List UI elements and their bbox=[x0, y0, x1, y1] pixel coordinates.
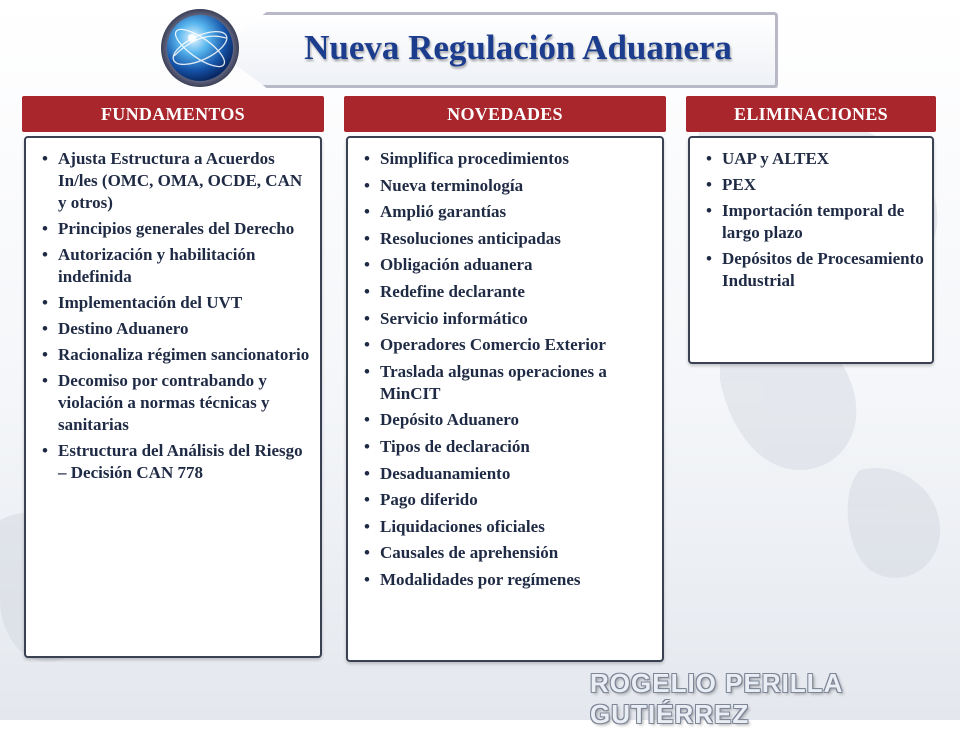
list-item: • Modalidades por regímenes bbox=[356, 569, 656, 591]
list-item: • Redefine declarante bbox=[356, 281, 656, 303]
column-fundamentos bbox=[22, 96, 324, 658]
list-item: • Depósito Aduanero bbox=[356, 409, 656, 431]
column-box-novedades bbox=[346, 136, 664, 662]
list-item: • UAP y ALTEX bbox=[698, 148, 926, 170]
list-item: • Principios generales del Derecho bbox=[34, 218, 314, 240]
column-box-eliminaciones bbox=[688, 136, 934, 364]
list-item: • Amplió garantías bbox=[356, 201, 656, 223]
page-title: Nueva Regulación Aduanera bbox=[304, 28, 732, 67]
list-item: • Racionaliza régimen sancionatorio bbox=[34, 344, 314, 366]
list-item: • Obligación aduanera bbox=[356, 254, 656, 276]
column-box-fundamentos bbox=[24, 136, 322, 658]
list-item: • Ajusta Estructura a Acuerdos In/les (OMC, OMA, OCDE, CAN y otros) bbox=[34, 148, 314, 214]
list-item: • Operadores Comercio Exterior bbox=[356, 334, 656, 356]
list-item: • Destino Aduanero bbox=[34, 318, 314, 340]
list-item: • Autorización y habilitación indefinida bbox=[34, 244, 314, 288]
list-item: • Importación temporal de largo plazo bbox=[698, 200, 926, 244]
fundamentos-list bbox=[34, 148, 314, 484]
column-eliminaciones bbox=[686, 96, 936, 364]
list-item: • Nueva terminología bbox=[356, 175, 656, 197]
list-item: • Pago diferido bbox=[356, 489, 656, 511]
list-item: • Tipos de declaración bbox=[356, 436, 656, 458]
column-header-novedades: NOVEDADES bbox=[344, 96, 666, 132]
list-item: • Causales de aprehensión bbox=[356, 542, 656, 564]
novedades-list bbox=[356, 148, 656, 591]
list-item: • Estructura del Análisis del Riesgo – Decisión CAN 778 bbox=[34, 440, 314, 484]
list-item: • Resoluciones anticipadas bbox=[356, 228, 656, 250]
list-item: • Simplifica procedimientos bbox=[356, 148, 656, 170]
list-item: • Traslada algunas operaciones a MinCIT bbox=[356, 361, 656, 405]
column-header-eliminaciones: ELIMINACIONES bbox=[686, 96, 936, 132]
author-name: ROGELIO PERILLA GUTIÉRREZ bbox=[590, 668, 843, 729]
list-item: • Depósitos de Procesamiento Industrial bbox=[698, 248, 926, 292]
list-item: • Servicio informático bbox=[356, 308, 656, 330]
globe-icon bbox=[160, 8, 240, 88]
list-item: • Decomiso por contrabando y violación a normas técnicas y sanitarias bbox=[34, 370, 314, 436]
list-item: • PEX bbox=[698, 174, 926, 196]
list-item: • Liquidaciones oficiales bbox=[356, 516, 656, 538]
column-header-fundamentos: FUNDAMENTOS bbox=[22, 96, 324, 132]
column-novedades bbox=[344, 96, 666, 662]
list-item: • Desaduanamiento bbox=[356, 463, 656, 485]
list-item: • Implementación del UVT bbox=[34, 292, 314, 314]
eliminaciones-list bbox=[698, 148, 926, 292]
